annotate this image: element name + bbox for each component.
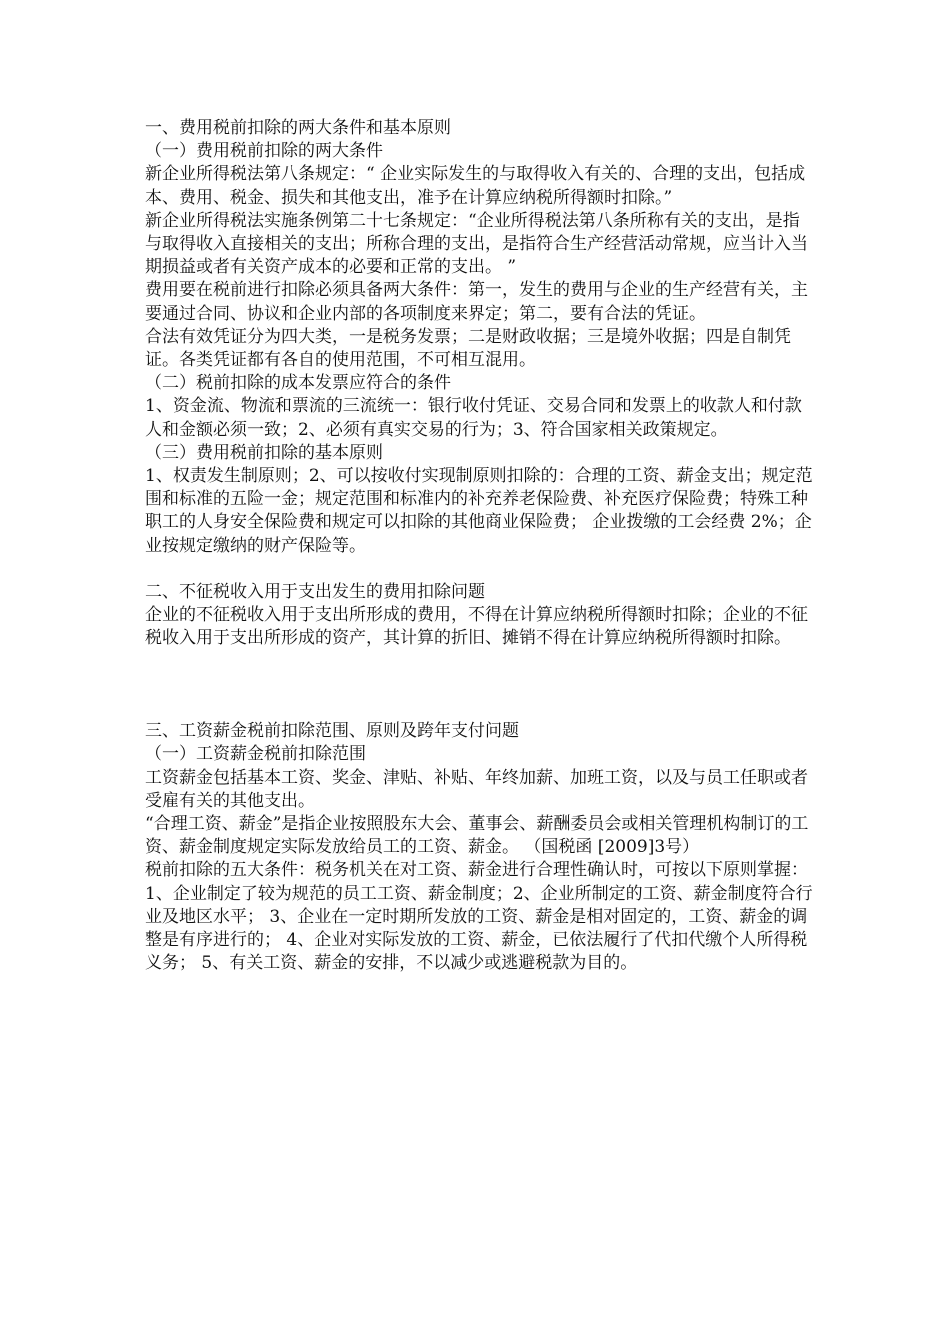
paragraph: 1、权责发生制原则；2、可以按收付实现制原则扣除的：合理的工资、薪金支出；规定范围和标准的五险一金；规定范围和标准内的补充养老保险费、补充医疗保险费；特殊工种职工的人身安全保险费和规定可以扣除的其他商业保险费； 企业拨缴的工会经费 2%；企业按规定缴纳的财产保险等。: [145, 466, 813, 556]
paragraph: 新企业所得税法第八条规定：“ 企业实际发生的与取得收入有关的、合理的支出，包括成本、费用、税金、损失和其他支出，准予在计算应纳税所得额时扣除。”: [145, 164, 806, 208]
paragraph: 合法有效凭证分为四大类，一是税务发票；二是财政收据；三是境外收据；四是自制凭证。各类凭证都有各自的使用范围，不可相互混用。: [145, 326, 791, 371]
document-page: [145, 117, 813, 975]
section-3-sub-1-heading: （一）工资薪金税前扣除范围: [145, 744, 366, 765]
paragraph: 工资薪金包括基本工资、奖金、津贴、补贴、年终加薪、加班工资，以及与员工任职或者受雇有关的其他支出。: [145, 767, 808, 811]
blank-line: [145, 558, 813, 581]
section-1-heading: 一、费用税前扣除的两大条件和基本原则: [145, 118, 451, 138]
paragraph: 费用要在税前进行扣除必须具备两大条件：第一，发生的费用与企业的生产经营有关，主要通过合同、协议和企业内部的各项制度来界定；第二，要有合法的凭证。: [145, 280, 808, 324]
section-1-sub-1-heading: （一）费用税前扣除的两大条件: [145, 141, 383, 162]
section-1-sub-3-heading: （三）费用税前扣除的基本原则: [145, 442, 383, 463]
blank-line: [145, 651, 813, 697]
section-3-heading: 三、工资薪金税前扣除范围、原则及跨年支付问题: [145, 721, 519, 742]
section-1-sub-2-heading: （二）税前扣除的成本发票应符合的条件: [145, 373, 451, 394]
paragraph: 新企业所得税法实施条例第二十七条规定：“企业所得税法第八条所称有关的支出，是指与取得收入直接相关的支出；所称合理的支出，是指符合生产经营活动常规，应当计入当期损益或者有关资产成本的必要和正常的支出。 ”: [145, 210, 808, 278]
paragraph: 1、资金流、物流和票流的三流统一：银行收付凭证、交易合同和发票上的收款人和付款人和金额必须一致；2、必须有真实交易的行为；3、符合国家相关政策规定。: [145, 396, 802, 440]
paragraph: 税前扣除的五大条件：税务机关在对工资、薪金进行合理性确认时，可按以下原则掌握：1、企业制定了较为规范的员工工资、薪金制度；2、企业所制定的工资、薪金制度符合行业及地区水平； 3、企业在一定时期所发放的工资、薪金是相对固定的，工资、薪金的调整是有序进行的； 4、企业对实际发放的工资、薪金，已依法履行了代扣代缴个人所得税义务； 5、有关工资、薪金的安排，不以减少或逃避税款为目的。: [145, 860, 813, 974]
paragraph: 企业的不征税收入用于支出所形成的费用，不得在计算应纳税所得额时扣除；企业的不征税收入用于支出所形成的资产，其计算的折旧、摊销不得在计算应纳税所得额时扣除。: [145, 605, 808, 649]
paragraph: “合理工资、薪金”是指企业按照股东大会、董事会、薪酬委员会或相关管理机构制订的工资、薪金制度规定实际发放给员工的工资、薪金。 （国税函 [2009]3号）: [145, 814, 809, 858]
section-2-heading: 二、不征税收入用于支出发生的费用扣除问题: [145, 582, 485, 603]
blank-line: [145, 697, 813, 720]
